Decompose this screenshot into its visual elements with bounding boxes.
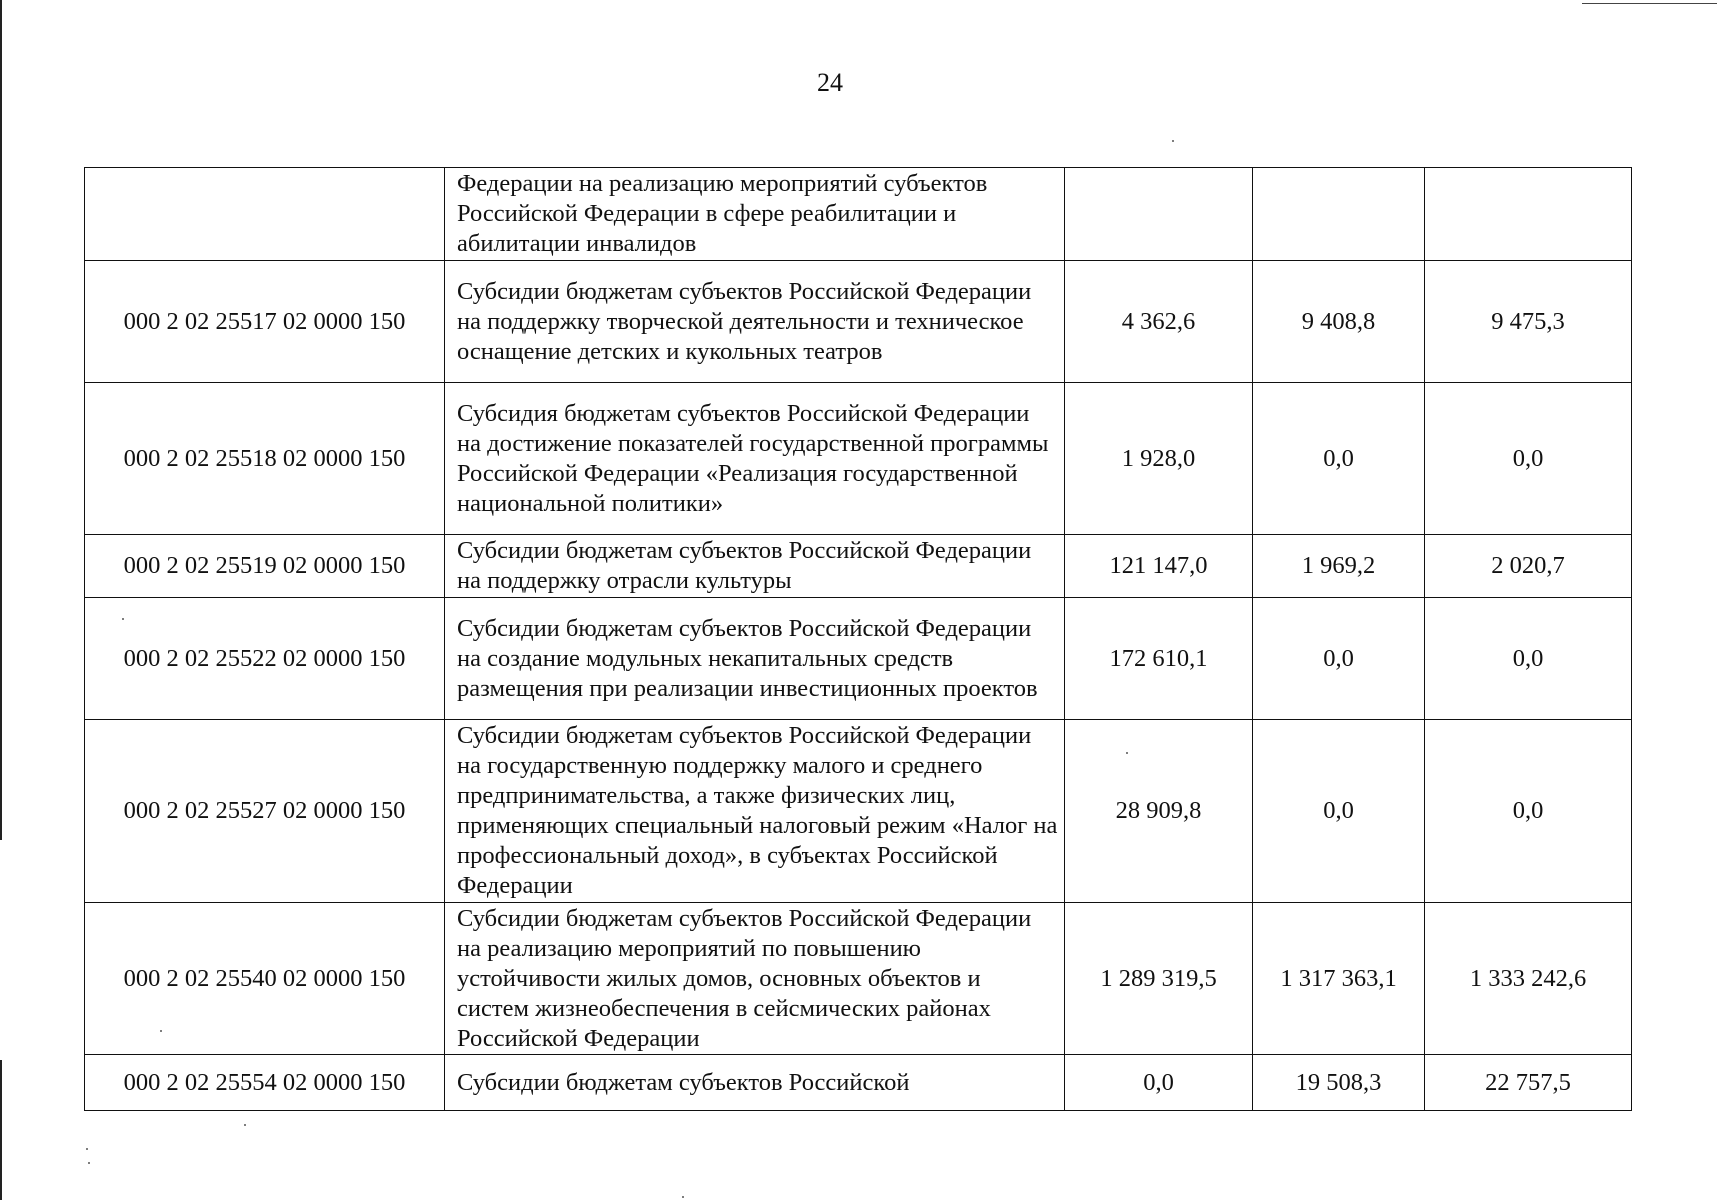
scan-speck: [160, 1030, 162, 1032]
value-year1-cell: 28 909,8: [1065, 720, 1253, 903]
value-year3-cell: 0,0: [1425, 598, 1632, 720]
value-year3-cell: 2 020,7: [1425, 535, 1632, 598]
page-number: 24: [817, 68, 843, 97]
value-year3-cell: 9 475,3: [1425, 261, 1632, 383]
description-cell: Субсидии бюджетам субъектов Российской Федерации на поддержку творческой деятельности и техническое оснащение детских и кукольных театров: [445, 261, 1065, 383]
table-row: [85, 168, 1632, 261]
budget-code-cell: 000 2 02 25554 02 0000 150: [85, 1055, 445, 1111]
scan-edge-left: [0, 0, 2, 840]
table-row: [85, 720, 1632, 903]
description-cell: Субсидии бюджетам субъектов Российской Федерации на реализацию мероприятий по повышению устойчивости жилых домов, основных объектов и систем жизнеобеспечения в сейсмических районах Российской Федерации: [445, 903, 1065, 1055]
description-cell: Субсидия бюджетам субъектов Российской Федерации на достижение показателей государственной программы Российской Федерации «Реализация государственной национальной политики»: [445, 383, 1065, 535]
scan-speck: [244, 1124, 246, 1126]
scan-speck: [682, 1196, 684, 1198]
value-year1-cell: [1065, 168, 1253, 261]
scan-speck: [86, 1148, 88, 1150]
budget-code-cell: [85, 168, 445, 261]
description-cell: Субсидии бюджетам субъектов Российской Федерации на поддержку отрасли культуры: [445, 535, 1065, 598]
table-row: [85, 535, 1632, 598]
value-year2-cell: 1 317 363,1: [1253, 903, 1425, 1055]
value-year2-cell: 0,0: [1253, 383, 1425, 535]
budget-code-cell: 000 2 02 25522 02 0000 150: [85, 598, 445, 720]
value-year1-cell: 4 362,6: [1065, 261, 1253, 383]
budget-code-cell: 000 2 02 25518 02 0000 150: [85, 383, 445, 535]
value-year2-cell: 19 508,3: [1253, 1055, 1425, 1111]
table-row: [85, 1055, 1632, 1111]
table-row: [85, 383, 1632, 535]
scan-edge-left-lower: [0, 1060, 2, 1200]
description-cell: Субсидии бюджетам субъектов Российской: [445, 1055, 1065, 1111]
value-year2-cell: 9 408,8: [1253, 261, 1425, 383]
scan-edge-top: [1582, 3, 1717, 4]
scan-speck: [1126, 752, 1128, 754]
budget-code-cell: 000 2 02 25540 02 0000 150: [85, 903, 445, 1055]
budget-code-cell: 000 2 02 25519 02 0000 150: [85, 535, 445, 598]
value-year2-cell: [1253, 168, 1425, 261]
budget-code-cell: 000 2 02 25517 02 0000 150: [85, 261, 445, 383]
value-year1-cell: 121 147,0: [1065, 535, 1253, 598]
scan-speck: [88, 1162, 90, 1164]
budget-table: [84, 167, 1632, 1111]
scan-speck: [122, 618, 124, 620]
description-cell: Федерации на реализацию мероприятий субъектов Российской Федерации в сфере реабилитации и абилитации инвалидов: [445, 168, 1065, 261]
value-year1-cell: 1 928,0: [1065, 383, 1253, 535]
value-year1-cell: 0,0: [1065, 1055, 1253, 1111]
value-year3-cell: 1 333 242,6: [1425, 903, 1632, 1055]
value-year1-cell: 172 610,1: [1065, 598, 1253, 720]
table-row: [85, 261, 1632, 383]
value-year3-cell: 0,0: [1425, 720, 1632, 903]
value-year2-cell: 1 969,2: [1253, 535, 1425, 598]
table-row: [85, 598, 1632, 720]
table-row: [85, 903, 1632, 1055]
description-cell: Субсидии бюджетам субъектов Российской Федерации на государственную поддержку малого и среднего предпринимательства, а также физических лиц, применяющих специальный налоговый режим «Налог на профессиональный доход», в субъектах Российской Федерации: [445, 720, 1065, 903]
value-year3-cell: 22 757,5: [1425, 1055, 1632, 1111]
value-year3-cell: 0,0: [1425, 383, 1632, 535]
value-year3-cell: [1425, 168, 1632, 261]
value-year2-cell: 0,0: [1253, 598, 1425, 720]
value-year2-cell: 0,0: [1253, 720, 1425, 903]
budget-code-cell: 000 2 02 25527 02 0000 150: [85, 720, 445, 903]
scan-speck: [1172, 140, 1174, 142]
description-cell: Субсидии бюджетам субъектов Российской Федерации на создание модульных некапитальных средств размещения при реализации инвестиционных проектов: [445, 598, 1065, 720]
value-year1-cell: 1 289 319,5: [1065, 903, 1253, 1055]
